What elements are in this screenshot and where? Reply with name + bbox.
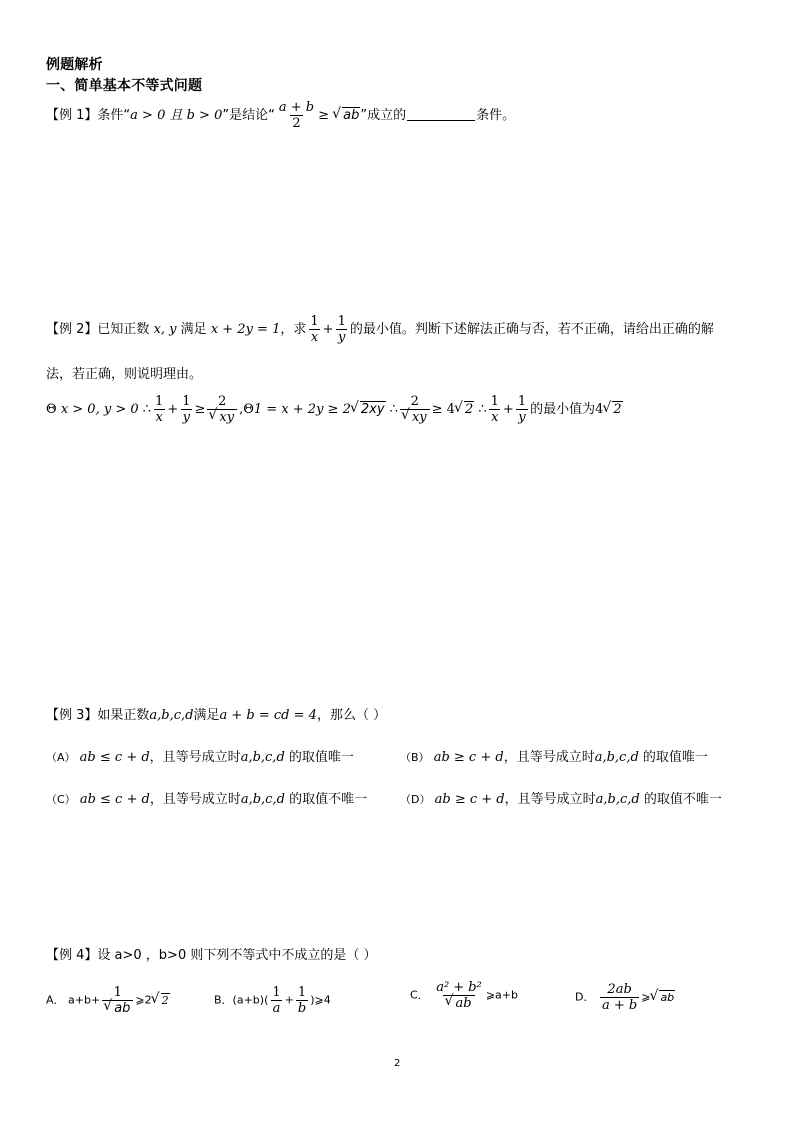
example-2-label: 【例 2】 — [46, 322, 98, 337]
example-3-label: 【例 3】 — [46, 708, 98, 723]
option-c: （C） ab ≤ c + d，且等号成立时a,b,c,d 的取值不唯一 — [46, 792, 368, 807]
ex4-option-a: A． a+b+ 1 √ ab ⩾2√ 2 — [46, 985, 170, 1016]
example-2: 【例 2】已知正数 x, y 满足 x + 2y = 1，求 $\frac{1}{x}$ + $\frac{1}{y}$ 的最小值。判断下述解法正确与否，若不正确，请给出正确的解 — [46, 314, 714, 345]
example-1: 【例 1】条件“a > 0 且 b > 0”是结论“ $\frac{a + b}{2}$ ≥ √ ab”成立的 条件。 — [46, 100, 515, 131]
subsection-title: 一、简单基本不等式问题 — [46, 78, 203, 94]
sqrt-ab: √ ab — [333, 106, 360, 126]
ex4-option-d: D． $\frac{2ab}{a + b}$ ⩾√ ab — [575, 982, 675, 1013]
option-d: （D） ab ≥ c + d，且等号成立时a,b,c,d 的取值不唯一 — [400, 792, 722, 807]
example-3: 【例 3】如果正数a,b,c,d满足a + b = cd = 4，那么（ ） — [46, 708, 387, 723]
sqrt-2: √ 2 — [455, 400, 474, 420]
fraction-1-over-x: $\frac{1}{x}$ — [155, 394, 164, 425]
fraction-2-over-sqrt-xy: 2 √ xy — [207, 394, 237, 425]
fraction-1-over-y: $\frac{1}{y}$ — [182, 394, 191, 425]
fraction-1-over-x: $\frac{1}{x}$ — [310, 314, 319, 345]
example-1-label: 【例 1】 — [46, 108, 98, 123]
sqrt-2xy: √ 2xy — [351, 400, 386, 420]
fraction-1-over-y: $\frac{1}{y}$ — [517, 394, 527, 425]
option-a: （A） ab ≤ c + d，且等号成立时a,b,c,d 的取值唯一 — [46, 750, 354, 765]
page-number: 2 — [394, 1058, 401, 1069]
fraction-1-over-x: $\frac{1}{x}$ — [490, 394, 499, 425]
example-2-solution: Θ x > 0, y > 0 ∴ $\frac{1}{x}$ + $\frac{1}{y}$ ≥ 2 √ xy ,Θ1 = x + 2y ≥ 2√ 2xy ∴ 2 √ xy ≥ 4√ 2 ∴ $\frac{1}{x}$ + $\frac{1}{y}$ 的最小值为4√ 2 — [46, 394, 623, 425]
example-4: 【例 4】设 a>0 ，b>0 则下列不等式中不成立的是（ ） — [46, 948, 377, 963]
fraction-a-plus-b-over-2: $\frac{a + b}{2}$ — [278, 100, 315, 131]
answer-blank[interactable] — [407, 106, 475, 121]
fraction-2-over-sqrt-xy: 2 √ xy — [400, 394, 430, 425]
ex4-option-c: C． a² + b² √ ab ⩾a+b — [410, 980, 518, 1011]
section-title: 例题解析 — [46, 57, 103, 73]
ex4-option-b: B．(a+b)( $\frac{1}{a}$ + $\frac{1}{b}$ )⩾4 — [214, 985, 331, 1016]
fraction-1-over-y: $\frac{1}{y}$ — [337, 314, 346, 345]
example-4-label: 【例 4】 — [46, 948, 98, 963]
fraction-1-over-sqrt-ab: 1 √ ab — [102, 985, 133, 1016]
option-b: （B） ab ≥ c + d，且等号成立时a,b,c,d 的取值唯一 — [400, 750, 708, 765]
sqrt-2: √ 2 — [603, 400, 622, 420]
example-2-line-2: 法，若正确，则说明理由。 — [46, 367, 203, 382]
